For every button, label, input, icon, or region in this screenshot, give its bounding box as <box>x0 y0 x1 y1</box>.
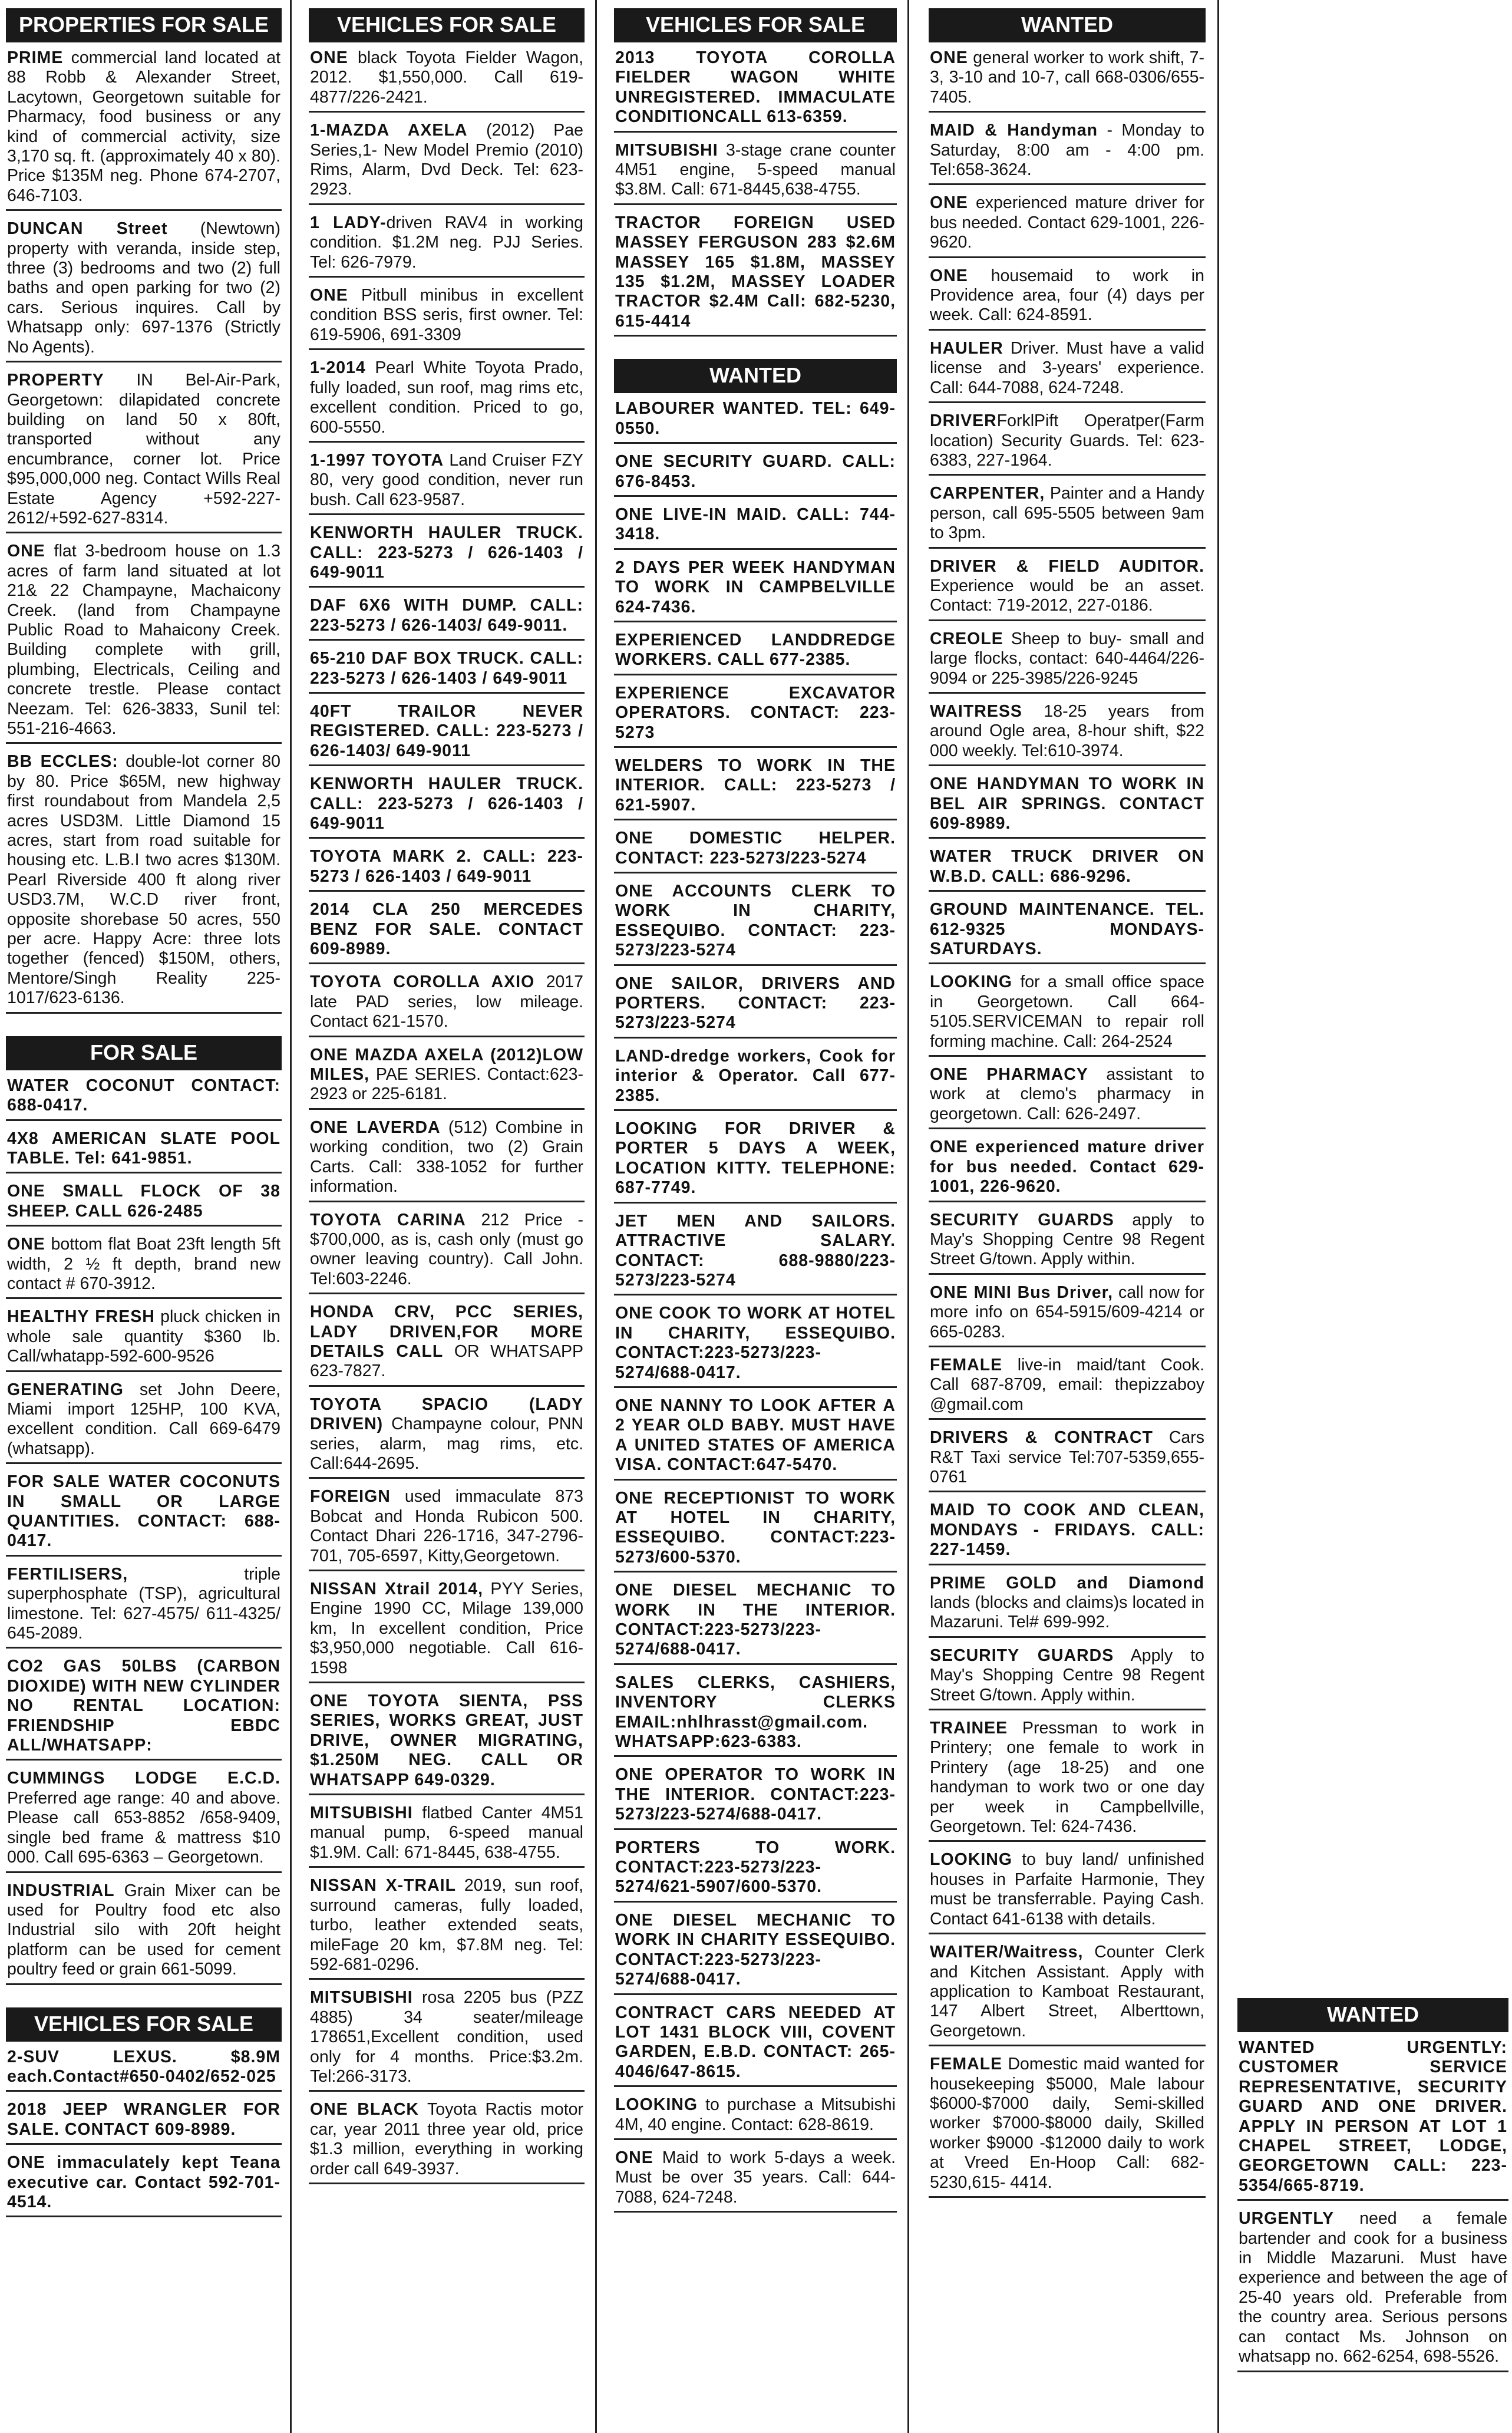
column-divider <box>907 0 909 2433</box>
ad-body: general worker to work shift, 7-3, 3-10 and 10-7, call 668-0306/655-7405. <box>930 48 1204 107</box>
classified-ad <box>6 1380 282 1465</box>
ad-lead: ONE <box>930 266 968 285</box>
classified-ad <box>614 399 897 444</box>
ad-body: driven RAV4 in working condition. $1.2M neg. PJJ Series. Tel: 626-7979. <box>310 213 583 272</box>
ad-body: Painter and a Handy person, call 695-5505 between 9am to 3pm. <box>930 484 1204 543</box>
ad-body: 18-25 years from around Ogle area, 8-hour shift, $22 000 weekly. Tel:610-3974. <box>930 701 1204 760</box>
section-gap <box>6 1993 282 2007</box>
ad-lead: PROPERTY <box>7 371 104 390</box>
ad-lead: ONE DIESEL MECHANIC TO WORK IN THE INTERIOR. CONTACT:223-5273/223-5274/688-0417. <box>615 1581 896 1659</box>
ad-lead: CUMMINGS LODGE E.C.D. <box>7 1769 280 1788</box>
classified-ad <box>614 558 897 622</box>
ad-lead: FERTILISERS, <box>7 1564 128 1584</box>
ad-lead: HAULER <box>930 338 1003 358</box>
ad-body: Land Cruiser FZY 80, very good condition, never run bush. Call 623-9587. <box>310 450 583 509</box>
classified-ad <box>6 752 282 1013</box>
ad-lead: 2-SUV LEXUS. $8.9M each.Contact#650-0402/652-025 <box>7 2047 280 2086</box>
ad-lead: DAF 6X6 WITH DUMP. CALL: 223-5273 / 626-1403/ 649-9011. <box>310 596 583 635</box>
classified-ad <box>614 829 897 873</box>
classified-ad <box>6 219 282 362</box>
ad-body: Preferred age range: 40 and above. Please call 653-8852 /658-9409, single bed frame & mattress $10 000. Call 695-6363 – Georgetown. <box>7 1788 280 1867</box>
ad-lead: TRACTOR FOREIGN USED MASSEY FERGUSON 283 $2.6M MASSEY 165 $1.8M, MASSEY 135 $1.2M, MASSEY LOADER TRACTOR $2.4M Call: 682-5230, 615-4414 <box>615 213 896 331</box>
classified-ad <box>6 1307 282 1372</box>
ad-body: 3-stage crane counter 4M51 engine, 5-speed manual $3.8M. Call: 671-8445,638-4755. <box>615 140 896 199</box>
section-header: PROPERTIES FOR SALE <box>6 8 282 42</box>
ad-body: triple superphosphate (TSP), agricultural limestone. Tel: 627-4575/ 611-4325/ 645-2089. <box>7 1564 280 1643</box>
ad-lead: ONE RECEPTIONIST TO WORK AT HOTEL IN CHARITY, ESSEQUIBO. CONTACT:223-5273/600-5370. <box>615 1488 896 1567</box>
classified-ad <box>309 451 585 515</box>
section-header: VEHICLES FOR SALE <box>6 2007 282 2042</box>
ad-lead: LOOKING FOR DRIVER & PORTER 5 DAYS A WEEK, LOCATION KITTY. TELEPHONE: 687-7749. <box>615 1119 896 1198</box>
ad-lead: MITSUBISHI <box>310 1988 413 2007</box>
classified-ad <box>309 649 585 694</box>
classified-ad <box>309 1487 585 1571</box>
classified-ad <box>614 452 897 497</box>
ad-body: Domestic maid wanted for housekeeping $5000, Male labour $6000-$7000 daily, Semi-skilled worker $7000-$8000 daily, Skilled worker $9000 -$12000 daily to work at Vreed En-Hoop Call: 682-5230,615- 4414. <box>930 2055 1204 2192</box>
ad-body: Experience would be an asset. Contact: 719-2012, 227-0186. <box>930 576 1204 615</box>
ad-lead: ONE <box>310 48 348 67</box>
ad-lead: ONE COOK TO WORK AT HOTEL IN CHARITY, ESSEQUIBO. CONTACT:223-5273/223-5274/688-0417. <box>615 1304 896 1382</box>
ad-lead: TRAINEE <box>930 1719 1008 1738</box>
classified-ad <box>929 774 1206 839</box>
ad-body: 2019, sun roof, surround cameras, fully loaded, turbo, leather extended seats, mileFage 20 km, $7.8M neg. Tel: 592-681-0296. <box>310 1876 583 1974</box>
classified-ad <box>929 2055 1206 2198</box>
ad-body: Toyota Ractis motor car, year 2011 three year old, price $1.3 million, everything in working order call 649-3937. <box>310 2100 583 2178</box>
ad-lead: SECURITY GUARDS <box>930 1210 1114 1229</box>
classified-ad <box>309 1692 585 1795</box>
classified-ad <box>614 1838 897 1903</box>
ad-lead: WATER TRUCK DRIVER ON W.B.D. CALL: 686-9296. <box>930 847 1204 886</box>
ad-lead: ONE DOMESTIC HELPER. CONTACT: 223-5273/223-5274 <box>615 829 896 868</box>
ad-lead: SECURITY GUARDS <box>930 1646 1114 1665</box>
classified-ad <box>614 213 897 337</box>
classified-ad <box>309 523 585 588</box>
ad-lead: TOYOTA MARK 2. CALL: 223-5273 / 626-1403 / 649-9011 <box>310 847 583 886</box>
classified-ad <box>929 339 1206 403</box>
ad-body: pluck chicken in whole sale quantity $360 lb. Call/whatapp-592-600-9526 <box>7 1307 280 1366</box>
ad-lead: ONE HANDYMAN TO WORK IN BEL AIR SPRINGS. CONTACT 609-8989. <box>930 774 1204 833</box>
ad-lead: ONE ACCOUNTS CLERK TO WORK IN CHARITY, ESSEQUIBO. CONTACT: 223-5273/223-5274 <box>615 882 896 960</box>
ad-lead: WATER COCONUT CONTACT: 688-0417. <box>7 1076 280 1115</box>
section-header: WANTED <box>1237 1998 1508 2032</box>
ad-lead: NISSAN Xtrail 2014, <box>310 1580 484 1598</box>
ad-body: black Toyota Fielder Wagon, 2012. $1,550,000. Call 619-4877/226-2421. <box>310 48 583 107</box>
ad-lead: WELDERS TO WORK IN THE INTERIOR. CALL: 223-5273 / 621-5907. <box>615 756 896 815</box>
ad-lead: HEALTHY FRESH <box>7 1307 155 1327</box>
classified-ad <box>614 1047 897 1111</box>
ad-lead: LAND-dredge workers, Cook for interior & Operator. Call 677-2385. <box>615 1046 896 1105</box>
classified-ad <box>1237 2209 1508 2372</box>
classified-ad <box>929 557 1206 621</box>
ad-lead: SALES CLERKS, CASHIERS, INVENTORY CLERKS EMAIL:nhlhrasst@gmail.com. WHATSAPP:623-6383. <box>615 1673 896 1752</box>
ad-body: Counter Clerk and Kitchen Assistant. Apply with application to Kamboat Restaurant, 147 Albert Street, Alberttown, Georgetown. <box>930 1943 1204 2040</box>
classified-ad <box>929 193 1206 258</box>
ad-lead: ONE <box>930 193 968 213</box>
classified-ad <box>929 1065 1206 1129</box>
ad-body: Grain Mixer can be used for Poultry food etc also Industrial silo with 20ft height platform can be used for cement poultry feed or grain 661-5099. <box>7 1881 280 1979</box>
ad-lead: FEMALE <box>930 1355 1003 1374</box>
ad-body: (Newtown) property with veranda, inside step, three (3) bedrooms and two (2) full baths and open parking for two (2) cars. Serious inquires. Call by Whatsapp only: 697-1376 (Strictly No Agents). <box>7 219 280 357</box>
column-divider <box>290 0 292 2433</box>
ad-lead: ONE immaculately kept Teana executive car. Contact 592-701-4514. <box>7 2153 280 2211</box>
classified-ad <box>614 141 897 205</box>
ad-lead: TOYOTA CARINA <box>310 1210 466 1229</box>
ad-lead: ONE <box>615 2148 653 2167</box>
classified-ad <box>6 1657 282 1761</box>
classified-ad <box>309 1804 585 1868</box>
ad-lead: ONE PHARMACY <box>930 1065 1088 1084</box>
ad-lead: WANTED URGENTLY: CUSTOMER SERVICE REPRESENTATIVE, SECURITY GUARD AND ONE DRIVER. APPLY IN PERSON AT LOT 1 CHAPEL STREET, LODGE, GEORGETOWN CALL: 223-5354/665-8719. <box>1239 2038 1507 2195</box>
ad-body: flat 3-bedroom house on 1.3 acres of farm land situated at lot 21& 22 Champayne, Machaicony Creek. (land from Champayne Public Road to Mahaicony Creek. Building complete with grill, plumbing, Electricals, Ceiling and concrete trestle. Please contact Neezam. Tel: 626-3833, Sunil tel: 551-216-4663. <box>7 542 280 738</box>
ad-lead: FOREIGN <box>310 1487 391 1506</box>
ad-body: set John Deere, Miami import 125HP, 100 KVA, excellent condition. Call 669-6479 (whatsapp). <box>7 1380 280 1458</box>
classified-ad <box>309 972 585 1037</box>
ad-body: assistant to work at clemo's pharmacy in georgetown. Call: 626-2497. <box>930 1065 1204 1123</box>
classified-ad <box>929 1211 1206 1275</box>
ad-lead: 65-210 DAF BOX TRUCK. CALL: 223-5273 / 626-1403 / 649-9011 <box>310 649 583 688</box>
ad-body: used immaculate 873 Bobcat and Honda Rubicon 500. Contact Dhari 226-1716, 347-2796-701, 705-6597, Kitty,Georgetown. <box>310 1487 583 1565</box>
classified-ad <box>929 702 1206 766</box>
ad-lead: BB ECCLES: <box>7 752 118 772</box>
classified-ad <box>6 1565 282 1649</box>
ad-body: to buy land/ unfinished houses in Parfaite Harmonie, They must be transferrable. Paying Cash. Contact 641-6138 with details. <box>930 1850 1204 1928</box>
classified-ad <box>614 2003 897 2088</box>
classified-ad <box>929 266 1206 331</box>
ad-body: need a female bartender and cook for a business in Middle Mazaruni. Must have experience and between the age of 25-40 years old. Preferable from the country area. Serious persons can contact Ms. Johnson on whatsapp no. 662-6254, 698-5526. <box>1239 2209 1507 2366</box>
classified-ad <box>929 1574 1206 1638</box>
column-divider <box>595 0 597 2433</box>
classified-ad <box>929 411 1206 476</box>
ad-body: double-lot corner 80 by 80. Price $65M, new highway first roundabout from Mandela 2,5 acres USD3M. Little Diamond 15 acres, start from road suitable for housing etc. L.B.I two acres $130M. Pearl Riverside 400 ft along river USD3.7M, W.C.D river front, opposite shorebase 50 acres, 550 per acre. Happy Acre: three lots together (fenced) $150M, others, Mentore/Singh Reality 225-1017/623-6136. <box>7 752 280 1008</box>
ad-lead: KENWORTH HAULER TRUCK. CALL: 223-5273 / 626-1403 / 649-9011 <box>310 523 583 582</box>
ad-lead: 1 LADY- <box>310 213 387 232</box>
column-5 <box>1237 1998 1508 2381</box>
classified-ad <box>6 1769 282 1872</box>
ad-lead: CO2 GAS 50LBS (CARBON DIOXIDE) WITH NEW CYLINDER NO RENTAL LOCATION: FRIENDSHIP EBDC ALL/WHATSAPP: <box>7 1657 280 1755</box>
ad-lead: PORTERS TO WORK. CONTACT:223-5273/223-5274/621-5907/600-5370. <box>615 1838 896 1897</box>
classified-ad <box>929 1943 1206 2046</box>
ad-body: Apply to May's Shopping Centre 98 Regent Street G/town. Apply within. <box>930 1646 1204 1705</box>
ad-lead: LOOKING <box>930 1850 1012 1870</box>
ad-lead: WAITRESS <box>930 701 1022 721</box>
ad-lead: ONE <box>7 542 45 561</box>
ad-lead: GENERATING <box>7 1380 124 1399</box>
section-gap <box>614 345 897 359</box>
classified-ad <box>309 1876 585 1980</box>
classified-ad <box>929 1356 1206 1420</box>
classified-ad <box>309 213 585 278</box>
classified-ad <box>6 1881 282 1985</box>
classified-ad <box>929 121 1206 185</box>
ad-lead: CREOLE <box>930 629 1003 648</box>
ad-lead: NISSAN X-TRAIL <box>310 1876 456 1895</box>
ad-lead: ONE <box>7 1235 45 1254</box>
ad-lead: 2013 TOYOTA COROLLA FIELDER WAGON WHITE UNREGISTERED. IMMACULATE CONDITIONCALL 613-6359. <box>615 48 896 127</box>
classified-ad <box>6 1235 282 1299</box>
classified-ad <box>929 1646 1206 1710</box>
classified-ad <box>929 629 1206 694</box>
ad-lead: DRIVER & FIELD AUDITOR. <box>930 556 1204 576</box>
classified-ad <box>929 1428 1206 1492</box>
ad-lead: URGENTLY <box>1239 2209 1335 2228</box>
classified-ad <box>929 1501 1206 1565</box>
ad-lead: GROUND MAINTENANCE. TEL. 612-9325 MONDAYS-SATURDAYS. <box>930 900 1204 959</box>
ad-lead: MITSUBISHI <box>310 1804 413 1823</box>
column-4 <box>929 8 1206 2206</box>
ad-body: Pearl White Toyota Prado, fully loaded, sun roof, mag rims etc, excellent condition. Priced to go, 600-5550. <box>310 358 583 437</box>
ad-body: bottom flat Boat 23ft length 5ft width, 2 ½ ft depth, brand new contact # 670-3912. <box>7 1235 280 1293</box>
classified-ad <box>309 847 585 892</box>
classified-ad <box>309 1211 585 1295</box>
ad-lead: ONE OPERATOR TO WORK IN THE INTERIOR. CONTACT:223-5273/223-5274/688-0417. <box>615 1765 896 1824</box>
ad-lead: JET MEN AND SAILORS. ATTRACTIVE SALARY. CONTACT: 688-9880/223-5273/223-5274 <box>615 1211 896 1290</box>
ad-lead: DRIVERS & CONTRACT <box>930 1428 1153 1448</box>
ad-lead: ONE NANNY TO LOOK AFTER A 2 YEAR OLD BABY. MUST HAVE A UNITED STATES OF AMERICA VISA. CONTACT:647-5470. <box>615 1396 896 1475</box>
classified-ad <box>614 882 897 966</box>
section-header: WANTED <box>929 8 1206 42</box>
ad-body: call now for more info on 654-5915/609-4214 or 665-0283. <box>930 1283 1204 1341</box>
ad-body: Champayne colour, PNN series, alarm, mag rims, etc. Call:644-2695. <box>310 1415 583 1473</box>
classified-ad <box>614 2095 897 2140</box>
ad-lead: MAID TO COOK AND CLEAN, MONDAYS - FRIDAYS. CALL: 227-1459. <box>930 1501 1204 1560</box>
ad-lead: ONE SMALL FLOCK OF 38 SHEEP. CALL 626-2485 <box>7 1182 280 1221</box>
ad-lead: LOOKING <box>615 2095 698 2115</box>
ad-lead: EXPERIENCE EXCAVATOR OPERATORS. CONTACT: 223-5273 <box>615 683 896 742</box>
section-header: WANTED <box>614 359 897 393</box>
classified-ad <box>309 286 585 350</box>
classified-ad <box>6 542 282 744</box>
classified-ad <box>6 2153 282 2217</box>
ad-lead: WAITER/Waitress, <box>930 1943 1084 1962</box>
classified-ad <box>309 121 585 205</box>
classified-ad <box>6 1472 282 1557</box>
section-gap <box>6 1022 282 1036</box>
classified-ad <box>614 1119 897 1204</box>
classified-ad <box>309 774 585 839</box>
classified-ad <box>6 48 282 211</box>
ad-lead: ONE DIESEL MECHANIC TO WORK IN CHARITY ESSEQUIBO. CONTACT:223-5273/223-5274/688-0417. <box>615 1910 896 1989</box>
classified-ad <box>614 1304 897 1388</box>
ad-body: Pitbull minibus in excellent condition BSS seris, first owner. Tel: 619-5906, 691-3309 <box>310 286 583 344</box>
ad-lead: MITSUBISHI <box>615 140 718 160</box>
classified-ad <box>309 2100 585 2184</box>
ad-body: 212 Price - $700,000, as is, cash only (must go owner leaving country). Call John. Tel:603-2246. <box>310 1210 583 1288</box>
classified-ad <box>309 1395 585 1479</box>
ad-lead: EXPERIENCED LANDDREDGE WORKERS. CALL 677-2385. <box>615 630 896 670</box>
classified-ad <box>614 1911 897 1995</box>
ad-lead: KENWORTH HAULER TRUCK. CALL: 223-5273 / 626-1403 / 649-9011 <box>310 774 583 833</box>
ad-lead: CONTRACT CARS NEEDED AT LOT 1431 BLOCK VIII, COVENT GARDEN, E.B.D. CONTACT: 265-4046/647-8615. <box>615 2003 896 2081</box>
ad-body: Maid to work 5-days a week. Must be over 35 years. Call: 644-7088, 624-7248. <box>615 2148 896 2207</box>
ad-body: ForklPift Operatper(Farm location) Security Guards. Tel: 623-6383, 227-1964. <box>930 411 1204 470</box>
classified-ad <box>6 1076 282 1121</box>
classified-ad <box>309 900 585 964</box>
ad-body: housemaid to work in Providence area, four (4) days per week. Call: 624-8591. <box>930 266 1204 325</box>
column-3 <box>614 8 897 2221</box>
ad-body: Pressman to work in Printery; one female to work in Printery (age 18-25) and one handyman to work two or one day per week in Campbellville, Georgetown. Tel: 624-7436. <box>930 1719 1204 1837</box>
ad-body: apply to May's Shopping Centre 98 Regent Street G/town. Apply within. <box>930 1210 1204 1269</box>
classified-ad <box>6 1129 282 1174</box>
ad-lead: LABOURER WANTED. TEL: 649-0550. <box>615 399 896 438</box>
ad-lead: LOOKING <box>930 972 1012 992</box>
ad-lead: 40FT TRAILOR NEVER REGISTERED. CALL: 223-5273 / 626-1403/ 649-9011 <box>310 701 583 760</box>
ad-body: for a small office space in Georgetown. Call 664-5105.SERVICEMAN to repair roll forming machine. Call: 264-2524 <box>930 972 1204 1051</box>
classified-ad <box>309 1118 585 1202</box>
classified-ad <box>1237 2038 1508 2201</box>
section-header: VEHICLES FOR SALE <box>309 8 585 42</box>
ad-lead: DRIVER <box>930 411 997 431</box>
classified-ad <box>614 631 897 675</box>
ad-lead: FEMALE <box>930 2055 1003 2074</box>
classified-ad <box>309 702 585 766</box>
ad-body: rosa 2205 bus (PZZ 4885) 34 seater/mileage 178651,Excellent condition, used only for 4 months. Price:$3.2m. Tel:266-3173. <box>310 1988 583 2086</box>
ad-lead: ONE BLACK <box>310 2100 419 2119</box>
ad-lead: 2018 JEEP WRANGLER FOR SALE. CONTACT 609-8989. <box>7 2100 280 2139</box>
column-divider <box>1217 0 1219 2433</box>
classified-ad <box>614 1489 897 1573</box>
classified-ad <box>614 1396 897 1481</box>
ad-body: (512) Combine in working condition, two (2) Grain Carts. Call: 338-1052 for further information. <box>310 1117 583 1196</box>
ad-body: Driver. Must have a valid license and 3-years' experience. Call: 644-7088, 624-7248. <box>930 338 1204 397</box>
ad-lead: 2014 CLA 250 MERCEDES BENZ FOR SALE. CONTACT 609-8989. <box>310 900 583 959</box>
classified-ad <box>614 684 897 748</box>
classified-ad <box>309 48 585 113</box>
ad-lead: TOYOTA COROLLA AXIO <box>310 972 535 992</box>
ad-lead: 2 DAYS PER WEEK HANDYMAN TO WORK IN CAMPBELVILLE 624-7436. <box>615 558 896 617</box>
ad-lead: ONE <box>310 286 348 305</box>
ad-lead: 1-1997 TOYOTA <box>310 450 444 470</box>
ad-lead: 1-MAZDA AXELA <box>310 121 468 140</box>
ad-body: Cars R&T Taxi service Tel:707-5359,655-0761 <box>930 1428 1204 1486</box>
ad-body: Sheep to buy- small and large flocks, contact: 640-4464/226-9094 or 225-3985/226-9245 <box>930 629 1204 688</box>
column-2 <box>309 8 585 2193</box>
ad-lead: ONE experienced mature driver for bus needed. Contact 629-1001, 226-9620. <box>930 1138 1204 1196</box>
ad-lead: HONDA CRV, PCC SERIES, LADY DRIVEN,FOR MORE DETAILS CALL <box>310 1303 583 1361</box>
section-header: VEHICLES FOR SALE <box>614 8 897 42</box>
ad-body: experienced mature driver for bus needed. Contact 629-1001, 226-9620. <box>930 193 1204 252</box>
ad-lead: PRIME GOLD and Diamond <box>930 1573 1204 1593</box>
classified-ad <box>929 1138 1206 1202</box>
classified-ad <box>614 48 897 133</box>
classified-ad <box>929 484 1206 548</box>
ad-body: (2012) Pae Series,1- New Model Premio (2010) Rims, Alarm, Dvd Deck. Tel: 623-2923. <box>310 121 583 199</box>
classified-ad <box>614 2148 897 2213</box>
ad-lead: TOYOTA SPACIO (LADY DRIVEN) <box>310 1394 583 1434</box>
ad-body: - Monday to Saturday, 8:00 am - 4:00 pm. Tel:658-3624. <box>930 121 1204 180</box>
ad-lead: INDUSTRIAL <box>7 1881 115 1900</box>
classified-ad <box>309 1303 585 1387</box>
classified-ad <box>6 2048 282 2092</box>
ad-body: 2017 late PAD series, low mileage. Contact 621-1570. <box>310 972 583 1031</box>
classified-ad <box>614 1765 897 1829</box>
ad-body: PAE SERIES. Contact:623-2923 or 225-6181. <box>310 1065 583 1104</box>
classified-ad <box>929 1850 1206 1934</box>
ad-lead: ONE LAVERDA <box>310 1117 441 1137</box>
ad-lead: CARPENTER, <box>930 484 1045 503</box>
ad-lead: 1-2014 <box>310 358 366 378</box>
ad-lead: PRIME <box>7 48 64 67</box>
section-header: FOR SALE <box>6 1036 282 1070</box>
ad-lead: ONE TOYOTA SIENTA, PSS SERIES, WORKS GREAT, JUST DRIVE, OWNER MIGRATING, $1.250M NEG. CALL OR WHATSAPP 649-0329. <box>310 1692 583 1789</box>
classified-ad <box>6 371 282 533</box>
classified-ad <box>614 505 897 550</box>
ad-lead: ONE MINI Bus Driver, <box>930 1283 1114 1302</box>
classified-ad <box>614 1212 897 1296</box>
classified-ad <box>614 974 897 1039</box>
ad-lead: ONE LIVE-IN MAID. CALL: 744-3418. <box>615 505 896 544</box>
ad-body: to purchase a Mitsubishi 4M, 40 engine. Contact: 628-8619. <box>615 2095 896 2134</box>
classified-ad <box>309 1580 585 1683</box>
classified-ad <box>6 2100 282 2145</box>
ad-body: OR WHATSAPP 623-7827. <box>310 1341 583 1381</box>
column-1 <box>6 8 282 2226</box>
classified-ad <box>929 48 1206 113</box>
classified-ad <box>309 596 585 641</box>
ad-lead: ONE SAILOR, DRIVERS AND PORTERS. CONTACT: 223-5273/223-5274 <box>615 974 896 1033</box>
ad-lead: FOR SALE WATER COCONUTS IN SMALL OR LARGE QUANTITIES. CONTACT: 688-0417. <box>7 1472 280 1551</box>
classified-ad <box>929 972 1206 1057</box>
ad-lead: ONE <box>930 48 968 67</box>
classified-ad <box>929 847 1206 892</box>
ad-body: PYY Series, Engine 1990 CC, Milage 139,000 km, In excellent condition, Price $3,950,000 negotiable. Call 616-1598 <box>310 1580 583 1677</box>
ad-lead: 4X8 AMERICAN SLATE POOL TABLE. Tel: 641-9851. <box>7 1129 280 1168</box>
classified-ad <box>309 1988 585 2092</box>
classified-ad <box>929 900 1206 964</box>
ad-body: live-in maid/tant Cook. Call 687-8709, email: thepizzaboy @gmail.com <box>930 1355 1204 1414</box>
ad-lead: ONE MAZDA AXELA (2012)LOW MILES, <box>310 1045 583 1084</box>
ad-lead: ONE SECURITY GUARD. CALL: 676-8453. <box>615 452 896 491</box>
ad-lead: DUNCAN Street <box>7 219 168 239</box>
classified-ad <box>6 1182 282 1227</box>
classified-ad <box>309 358 585 443</box>
classified-ad <box>929 1719 1206 1842</box>
classified-ad <box>929 1283 1206 1347</box>
ad-body: IN Bel-Air-Park, Georgetown: dilapidated concrete building on land 50 x 80ft, transported without any encumbrance, corner lot. Price $95,000,000 neg. Contact Wills Real Estate Agency +592-227-2612/+592-627-8314. <box>7 371 280 528</box>
ad-body: lands (blocks and claims)s located in Mazaruni. Tel# 699-992. <box>930 1593 1204 1632</box>
classified-ad <box>614 1673 897 1758</box>
classified-ad <box>309 1046 585 1110</box>
ad-body: flatbed Canter 4M51 manual pump, 6-speed manual $1.9M. Call: 671-8445, 638-4755. <box>310 1804 583 1862</box>
ad-body: commercial land located at 88 Robb & Alexander Street, Lacytown, Georgetown suitable for Pharmacy, food business or any kind of commercial activity, size 3,170 sq. ft. (approximately 40 x 80). Price $135M neg. Phone 674-2707, 646-7103. <box>7 48 280 205</box>
ad-lead: MAID & Handyman <box>930 121 1098 140</box>
classified-ad <box>614 1581 897 1665</box>
classified-ad <box>614 756 897 820</box>
